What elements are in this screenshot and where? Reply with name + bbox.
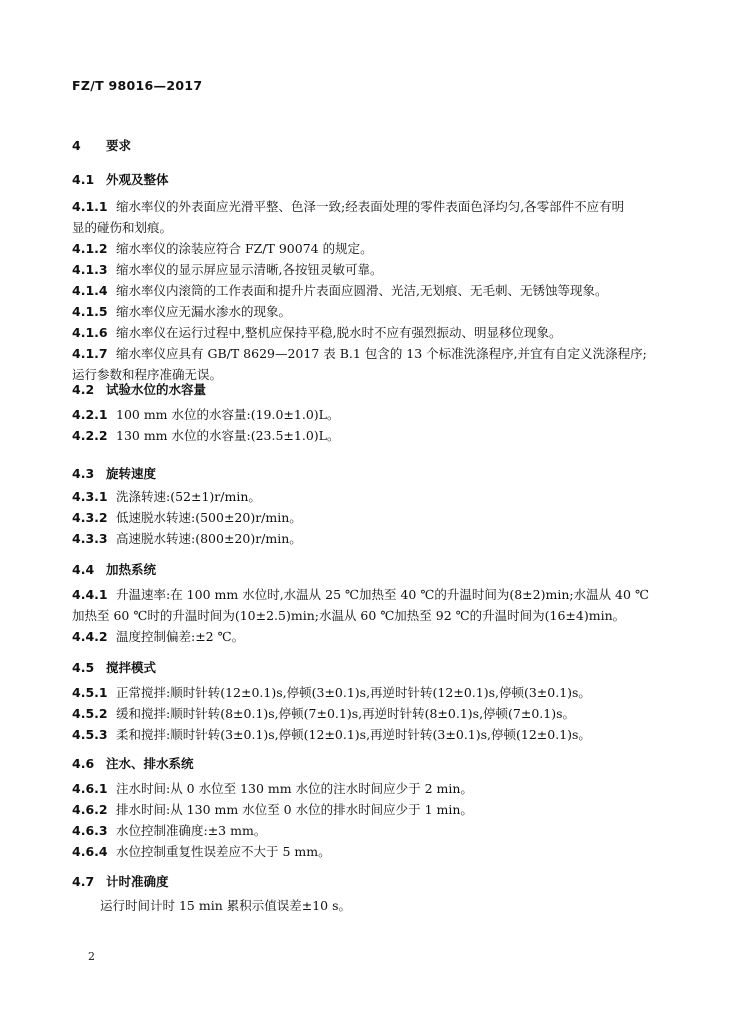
list-item: 4.1.5 缩水率仪应无漏水渗水的现象。 [72,304,292,319]
list-item: 4.3.2 低速脱水转速:(500±20)r/min。 [72,510,302,525]
section-4-7-paragraph: 运行时间计时 15 min 累积示值误差±10 s。 [100,898,351,913]
list-item-continuation: 加热至 60 ℃时的升温时间为(10±2.5)min;水温从 60 ℃加热至 92 ℃的升温时间为(16±4)min。 [72,608,626,623]
section-heading-4-1: 4.1 外观及整体 [72,172,169,187]
list-item: 4.3.1 洗涤转速:(52±1)r/min。 [72,489,261,504]
section-4-4-list [72,584,652,647]
list-item: 4.4.1 升温速率:在 100 mm 水位时,水温从 25 ℃加热至 40 ℃的升温时间为(8±2)min;水温从 40 ℃ [72,587,649,602]
list-item: 4.6.2 排水时间:从 130 mm 水位至 0 水位的排水时间应少于 1 min。 [72,802,473,817]
section-4-3-list [72,486,652,549]
list-item: 4.1.2 缩水率仪的涂装应符合 FZ/T 90074 的规定。 [72,241,373,256]
section-heading-4-7: 4.7 计时准确度 [72,874,169,889]
list-item: 4.5.3 柔和搅拌:顺时针转(3±0.1)s,停顿(12±0.1)s,再逆时针转(3±0.1)s,停顿(12±0.1)s。 [72,727,591,742]
list-item: 4.6.3 水位控制准确度:±3 mm。 [72,823,267,838]
list-item: 4.4.2 温度控制偏差:±2 ℃。 [72,629,245,644]
list-item-continuation: 运行参数和程序准确无误。 [72,367,223,382]
list-item: 4.1.6 缩水率仪在运行过程中,整机应保持平稳,脱水时不应有强烈振动、明显移位现象。 [72,325,562,340]
list-item-continuation: 显的碰伤和划痕。 [72,220,173,235]
section-heading-4-6: 4.6 注水、排水系统 [72,756,194,771]
list-item: 4.2.2 130 mm 水位的水容量:(23.5±1.0)L。 [72,428,340,443]
list-item: 4.1.7 缩水率仪应具有 GB/T 8629—2017 表 B.1 包含的 13 个标准洗涤程序,并宜有自定义洗涤程序; [72,346,647,361]
section-heading-4: 4 要求 [72,138,132,153]
list-item: 4.1.4 缩水率仪内滚筒的工作表面和提升片表面应圆滑、光洁,无划痕、无毛刺、无锈蚀等现象。 [72,283,608,298]
list-item: 4.2.1 100 mm 水位的水容量:(19.0±1.0)L。 [72,407,340,422]
section-4-1-list [72,196,652,385]
section-heading-4-5: 4.5 搅拌模式 [72,660,157,675]
list-item: 4.5.2 缓和搅拌:顺时针转(8±0.1)s,停顿(7±0.1)s,再逆时针转(8±0.1)s,停顿(7±0.1)s。 [72,706,576,721]
standard-code: FZ/T 98016—2017 [72,78,203,93]
section-heading-4-4: 4.4 加热系统 [72,562,157,577]
section-heading-4-2: 4.2 试验水位的水容量 [72,382,207,397]
list-item: 4.6.4 水位控制重复性误差应不大于 5 mm。 [72,844,331,859]
list-item: 4.1.3 缩水率仪的显示屏应显示清晰,各按钮灵敏可靠。 [72,262,383,277]
section-4-2-list [72,404,652,446]
section-heading-4-3: 4.3 旋转速度 [72,466,157,481]
list-item: 4.5.1 正常搅拌:顺时针转(12±0.1)s,停顿(3±0.1)s,再逆时针转(12±0.1)s,停顿(3±0.1)s。 [72,685,591,700]
list-item: 4.3.3 高速脱水转速:(800±20)r/min。 [72,531,302,546]
section-4-5-list [72,682,652,745]
section-4-6-list [72,778,652,862]
list-item: 4.6.1 注水时间:从 0 水位至 130 mm 水位的注水时间应少于 2 min。 [72,781,473,796]
list-item: 4.1.1 缩水率仪的外表面应光滑平整、色泽一致;经表面处理的零件表面色泽均匀,各零部件不应有明 [72,199,625,214]
page-number: 2 [88,950,95,963]
